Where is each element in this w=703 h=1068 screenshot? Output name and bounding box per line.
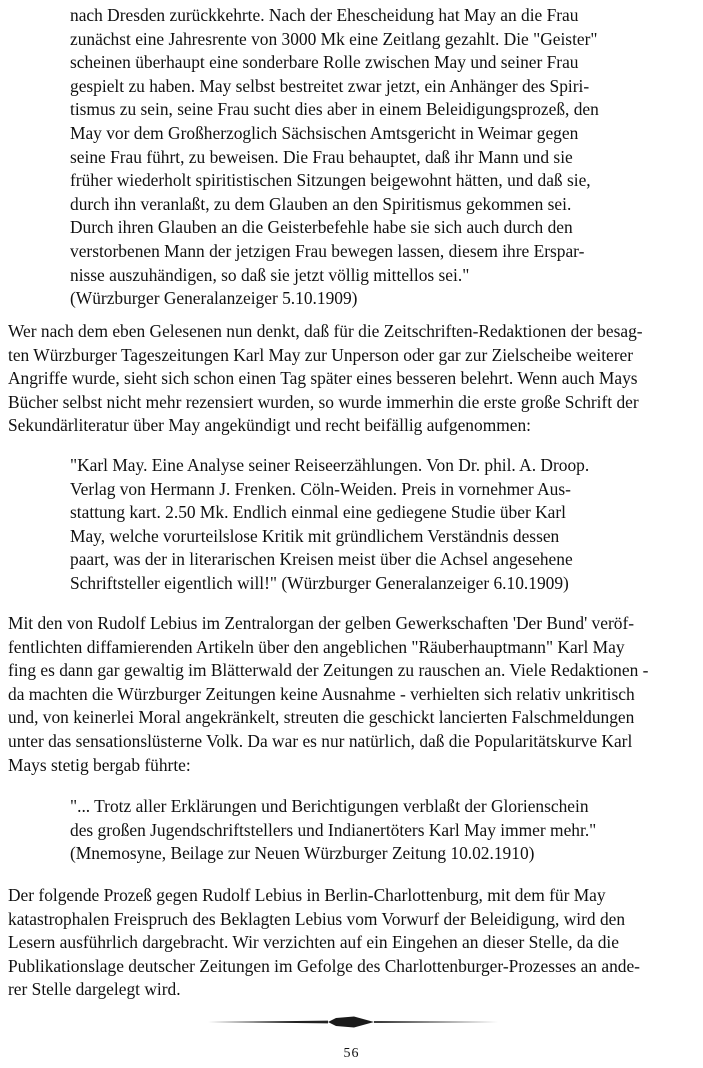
ornamental-divider [208,1016,498,1028]
text-line: katastrophalen Freispruch des Beklagten Lebius vom Vorwurf der Beleidigung, wird den [8,908,626,929]
text-line: und, von keinerlei Moral angekränkelt, streuten die geschickt lancierten Falschmeldungen [8,707,635,728]
text-line: nisse auszuhändigen, so daß sie jetzt völlig mittellos sei." [70,264,470,285]
text-line: ten Würzburger Tageszeitungen Karl May zur Unperson oder gar zur Zielscheibe weiterer [8,344,634,365]
text-line: tismus zu sein, seine Frau sucht dies aber in einem Beleidigungsprozeß, den [70,99,599,120]
text-line: gespielt zu haben. May selbst bestreitet zwar jetzt, ein Anhänger des Spiri- [70,75,590,96]
block-quote-droop-review [70,454,644,596]
citation: (Würzburger Generalanzeiger 5.10.1909) [70,288,358,309]
text-line: "Karl May. Eine Analyse seiner Reiseerzählungen. Von Dr. phil. A. Droop. [70,455,590,475]
text-line: stattung kart. 2.50 Mk. Endlich einmal eine gediegene Studie über Karl [70,502,566,523]
text-line: May vor dem Großherzoglich Sächsischen Amtsgericht in Weimar gegen [70,122,579,143]
text-line: Wer nach dem eben Gelesenen nun denkt, daß für die Zeitschriften-Redaktionen der besag- [8,321,643,341]
text-line: seine Frau führt, zu beweisen. Die Frau behauptet, daß ihr Mann und sie [70,146,573,167]
block-quote-mnemosyne [70,795,644,866]
text-line: fing es dann gar gewaltig im Blätterwald der Zeitungen zu rauschen an. Viele Redaktionen - [8,660,649,681]
text-line: scheinen überhaupt eine sonderbare Rolle zwischen May und seiner Frau [70,52,579,73]
text-line: fentlichten diffamierenden Artikeln über den angeblichen "Räuberhauptmann" Karl May [8,636,625,657]
citation: (Mnemosyne, Beilage zur Neuen Würzburger Zeitung 10.02.1910) [70,843,535,864]
text-line: da machten die Würzburger Zeitungen keine Ausnahme - verhielten sich relativ unkritisch [8,683,635,704]
text-line: Angriffe wurde, sieht sich schon einen Tag später eines besseren belehrt. Wenn auch Mays [8,368,638,389]
text-line: Sekundärliteratur über May angekündigt und recht beifällig aufgenommen: [8,415,532,436]
text-line: paart, was der in literarischen Kreisen meist über die Achsel angesehene [70,549,573,570]
text-line: "... Trotz aller Erklärungen und Berichtigungen verblaßt der Glorienschein [70,796,589,816]
text-line: früher wiederholt spiritistischen Sitzungen beigewohnt hätten, und daß sie, [70,170,591,191]
paragraph-unperson [8,320,698,438]
text-line: rer Stelle dargelegt wird. [8,979,181,1000]
paragraph-lebius [8,612,698,777]
text-line: Bücher selbst nicht mehr rezensiert wurden, so wurde immerhin die erste große Schrift der [8,391,639,412]
text-line: Durch ihren Glauben an die Geisterbefehle habe sie sich auch durch den [70,217,573,238]
text-line: unter das sensationslüsterne Volk. Da war es nur natürlich, daß die Popularitätskurve Karl [8,730,633,751]
text-line: Mays stetig bergab führte: [8,754,191,775]
text-line: nach Dresden zurückkehrte. Nach der Ehescheidung hat May an die Frau [70,5,579,25]
text-line: Publikationslage deutscher Zeitungen im Gefolge des Charlottenburger-Prozesses an ande- [8,955,640,976]
text-line: Der folgende Prozeß gegen Rudolf Lebius in Berlin-Charlottenburg, mit dem für May [8,885,606,905]
block-quote-generalanzeiger-1909 [70,4,642,311]
text-line: zunächst eine Jahresrente von 3000 Mk eine Zeitlang gezahlt. Die "Geister" [70,28,598,49]
paragraph-charlottenburg [8,884,698,1002]
page-number: 56 [343,1046,360,1061]
text-line: Schriftsteller eigentlich will!" (Würzburger Generalanzeiger 6.10.1909) [70,572,569,593]
text-line: May, welche vorurteilslose Kritik mit gründlichem Verständnis dessen [70,525,560,546]
text-line: verstorbenen Mann der jetzigen Frau bewegen lassen, diesem ihre Erspar- [70,240,585,261]
text-line: Lesern ausführlich dargebracht. Wir verzichten auf ein Eingehen an dieser Stelle, da die [8,932,619,953]
text-line: Mit den von Rudolf Lebius im Zentralorgan der gelben Gewerkschaften 'Der Bund' veröf- [8,613,635,633]
text-line: durch ihn veranlaßt, zu dem Glauben an den Spiritismus gekommen sei. [70,193,572,214]
text-line: Verlag von Hermann J. Frenken. Cöln-Weiden. Preis in vornehmer Aus- [70,478,571,499]
text-line: des großen Jugendschriftstellers und Indianertöters Karl May immer mehr." [70,819,597,840]
